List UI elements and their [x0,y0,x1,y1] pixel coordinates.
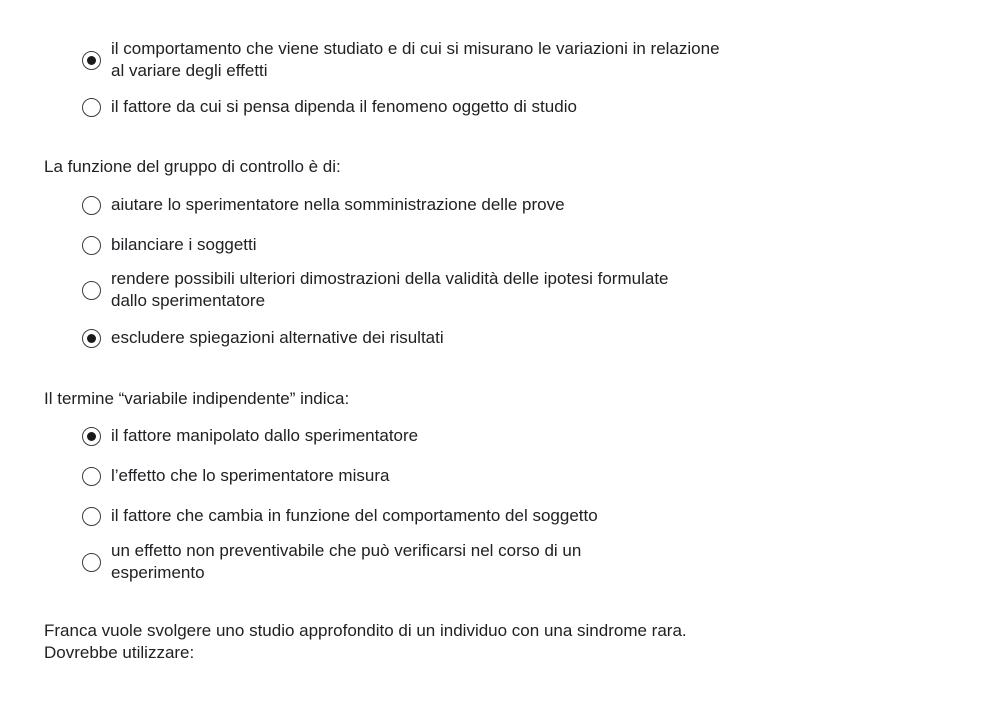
option-manipulated-factor[interactable] [82,425,722,447]
option-label: il fattore da cui si pensa dipenda il fenomeno oggetto di studio [111,97,577,116]
radio-selected-dot-icon [87,334,96,343]
option-balance-subjects[interactable] [82,234,722,256]
radio-button[interactable] [82,553,101,572]
option-label: il fattore manipolato dallo sperimentatore [111,426,419,445]
option-factor-phenomenon[interactable] [82,96,722,118]
option-factor-changes[interactable] [82,505,722,527]
option-help-experimenter[interactable] [82,194,722,216]
option-dependent-variable-behaviour[interactable] [82,38,722,82]
question-control-group: La funzione del gruppo di controllo è di: [44,157,341,176]
radio-button[interactable] [82,236,101,255]
option-exclude-alternatives[interactable] [82,327,722,349]
option-label: il fattore che cambia in funzione del comportamento del soggetto [111,506,598,525]
question-rare-syndrome-study: Franca vuole svolgere uno studio approfondito di un individuo con una sindrome rara. Dovrebbe utilizzare: [44,621,687,662]
radio-button[interactable] [82,467,101,486]
option-label: bilanciare i soggetti [111,235,257,254]
option-label: escludere spiegazioni alternative dei risultati [111,328,444,347]
option-label: rendere possibili ulteriori dimostrazioni della validità delle ipotesi formulate dallo sperimentatore [111,269,669,310]
radio-button[interactable] [82,51,101,70]
radio-button[interactable] [82,196,101,215]
option-measured-effect[interactable] [82,465,722,487]
option-label: aiutare lo sperimentatore nella somministrazione delle prove [111,195,565,214]
radio-button[interactable] [82,281,101,300]
radio-selected-dot-icon [87,432,96,441]
radio-button[interactable] [82,329,101,348]
radio-button[interactable] [82,98,101,117]
option-label: l’effetto che lo sperimentatore misura [111,466,390,485]
question-independent-variable: Il termine “variabile indipendente” indica: [44,389,350,408]
radio-selected-dot-icon [87,56,96,65]
radio-button[interactable] [82,507,101,526]
option-unforeseen-effect[interactable] [82,540,722,584]
option-further-demonstrations[interactable] [82,268,722,312]
option-label: un effetto non preventivabile che può verificarsi nel corso di un esperimento [111,541,582,582]
option-label: il comportamento che viene studiato e di cui si misurano le variazioni in relazione al variare degli effetti [111,39,720,80]
radio-button[interactable] [82,427,101,446]
